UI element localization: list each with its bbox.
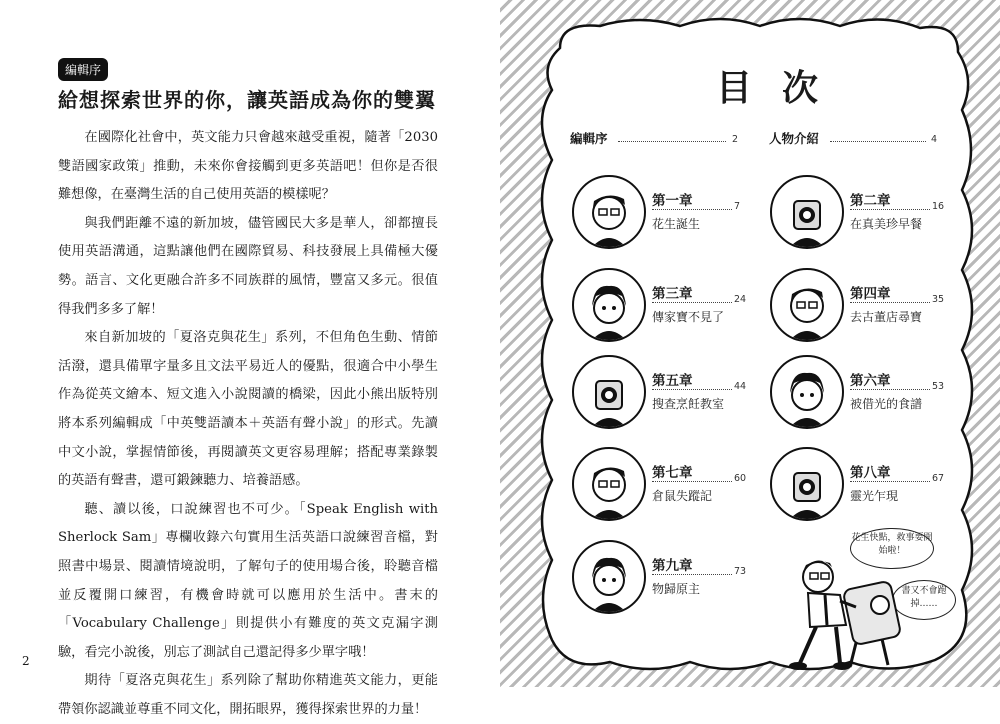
boy-pushing-robot-illustration bbox=[770, 555, 920, 680]
toc-leader bbox=[850, 389, 930, 390]
toc-leader bbox=[652, 209, 732, 210]
character-avatar bbox=[572, 355, 646, 429]
chapter-number: 第四章 bbox=[850, 286, 891, 302]
character-avatar bbox=[572, 540, 646, 614]
paragraph: 與我們距離不遠的新加坡，儘管國民大多是華人，卻都擅長使用英語溝通，這點讓他們在國際貿易、科技發展上具備極大優勢。語言、文化更融合許多不同族群的風情，豐富又多元。很值得我們多多了解！ bbox=[58, 215, 438, 317]
chapter-number: 第八章 bbox=[850, 465, 891, 481]
chapter-page-number: 53 bbox=[932, 381, 945, 392]
chapter-number: 第五章 bbox=[652, 373, 693, 389]
character-avatar bbox=[572, 447, 646, 521]
chapter-title: 倉鼠失蹤記 bbox=[652, 489, 713, 503]
page-number: 2 bbox=[22, 654, 30, 668]
toc-page-number: 2 bbox=[732, 134, 739, 145]
toc-leader bbox=[652, 481, 732, 482]
speech-bubble: 花生快點，救事要開始啦！ bbox=[850, 528, 934, 569]
character-avatar bbox=[770, 355, 844, 429]
chapter-title: 去古董店尋寶 bbox=[850, 310, 923, 324]
toc-leader bbox=[652, 389, 732, 390]
chapter-number: 第一章 bbox=[652, 193, 693, 209]
chapter-number: 第九章 bbox=[652, 558, 693, 574]
paragraph: 期待「夏洛克與花生」系列除了幫助你精進英文能力，更能帶領你認識並尊重不同文化，開拓眼界，獲得探索世界的力量！ bbox=[58, 673, 438, 717]
chapter-number: 第三章 bbox=[652, 286, 693, 302]
character-avatar bbox=[572, 268, 646, 342]
character-avatar bbox=[770, 268, 844, 342]
toc-leader bbox=[652, 302, 732, 303]
paragraph: 來自新加坡的「夏洛克與花生」系列，不但角色生動、情節活潑，還具備單字量多且文法平易近人的優點，很適合中小學生作為從英文繪本、短文進入小說閱讀的橋梁，因此小熊出版特別將本系列編輯成「中英雙語讀本＋英語有聲小說」的形式。先讀中文小說，掌握情節後，再閱讀英文更容易理解；搭配專業錄製的英語有聲書，還可鍛鍊聽力、培養語感。 bbox=[58, 330, 438, 489]
chapter-number: 第七章 bbox=[652, 465, 693, 481]
toc-leader bbox=[830, 141, 926, 142]
toc-leader bbox=[850, 209, 930, 210]
speech-bubble: 書又不會跑掉…… bbox=[892, 580, 956, 620]
character-avatar bbox=[572, 175, 646, 249]
toc-leader bbox=[652, 574, 732, 575]
toc-title: 目次 bbox=[716, 67, 849, 109]
toc-page-number: 4 bbox=[931, 134, 938, 145]
section-tag: 編輯序 bbox=[58, 58, 108, 81]
chapter-page-number: 16 bbox=[932, 201, 945, 212]
toc-leader bbox=[850, 302, 930, 303]
chapter-page-number: 7 bbox=[734, 201, 741, 212]
toc-front-label: 人物介紹 bbox=[769, 131, 820, 146]
chapter-page-number: 73 bbox=[734, 566, 747, 577]
chapter-number: 第六章 bbox=[850, 373, 891, 389]
chapter-page-number: 44 bbox=[734, 381, 747, 392]
character-avatar bbox=[770, 447, 844, 521]
chapter-page-number: 60 bbox=[734, 473, 747, 484]
chapter-title: 花生誕生 bbox=[652, 217, 701, 231]
toc-front-label: 編輯序 bbox=[570, 131, 608, 146]
chapter-title: 搜查烹飪教室 bbox=[652, 397, 725, 411]
chapter-title: 靈光乍現 bbox=[850, 489, 899, 503]
chapter-title: 在真美珍早餐 bbox=[850, 217, 923, 231]
paragraph: 聽、讀以後，口說練習也不可少。「Speak English with Sherlock Sam」專欄收錄六句實用生活英語口說練習音檔，對照書中場景、閱讀情境說明，了解句子的使用場合後，聆聽音檔並反覆開口練習，有機會時就可以應用於生活中。書末的「Vocabulary Challenge」則提供小有難度的英文克漏字測驗，看完小說後，別忘了測試自己還記得多少單字哦！ bbox=[58, 501, 438, 660]
character-avatar bbox=[770, 175, 844, 249]
chapter-title: 傳家寶不見了 bbox=[652, 310, 725, 324]
chapter-number: 第二章 bbox=[850, 193, 891, 209]
paragraph: 在國際化社會中，英文能力只會越來越受重視，隨著「2030雙語國家政策」推動，未來你會接觸到更多英語吧！但你是否很難想像，在臺灣生活的自己使用英語的模樣呢？ bbox=[58, 130, 438, 203]
chapter-page-number: 67 bbox=[932, 473, 945, 484]
toc-leader bbox=[850, 481, 930, 482]
chapter-title: 被借光的食譜 bbox=[850, 397, 923, 411]
chapter-page-number: 35 bbox=[932, 294, 945, 305]
toc-leader bbox=[618, 141, 726, 142]
chapter-title: 物歸原主 bbox=[652, 582, 701, 596]
page-title: 給想探索世界的你，讓英語成為你的雙翼 bbox=[58, 88, 436, 112]
chapter-page-number: 24 bbox=[734, 294, 747, 305]
